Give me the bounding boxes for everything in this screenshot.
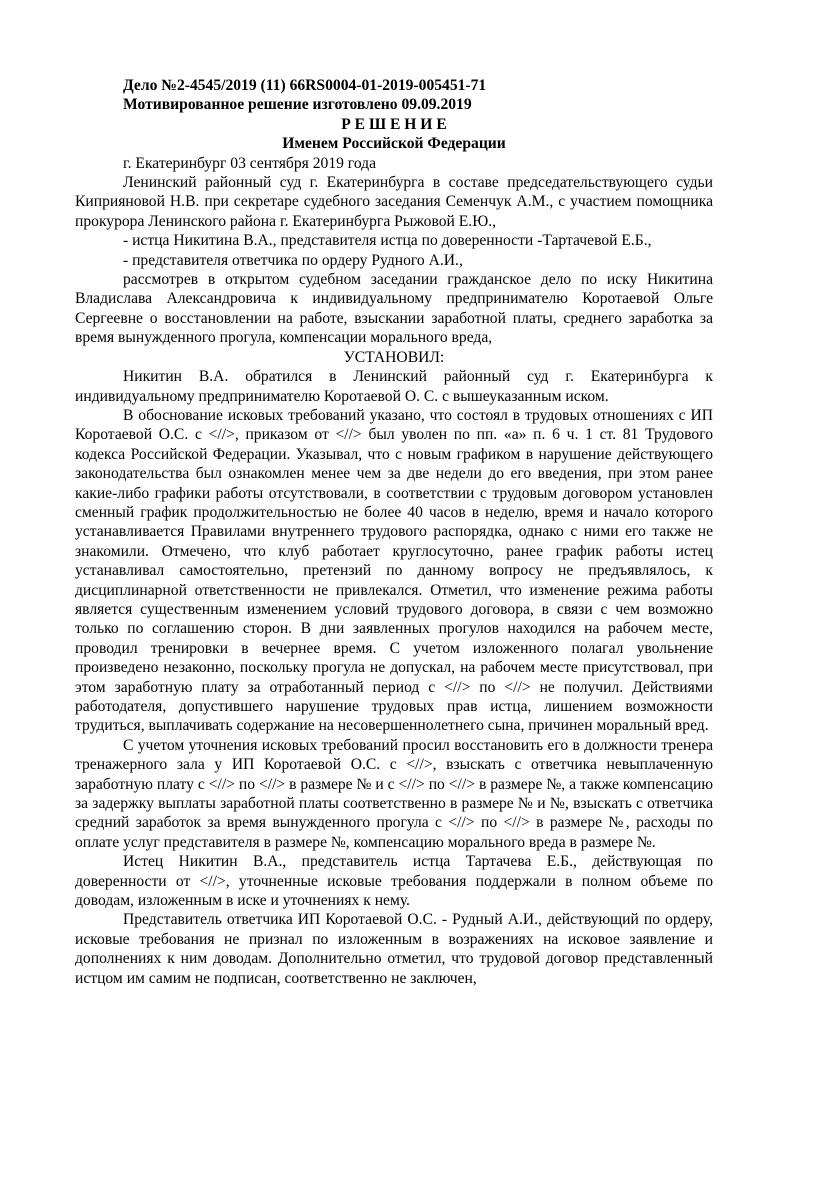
case-number: Дело №2-4545/2019 (11) 66RS0004-01-2019-005451-71 [123,77,487,94]
paragraph-plaintiff: - истца Никитина В.А., представителя истца по доверенности -Тартачевой Е.Б., [123,232,652,250]
motivated-decision-date: Мотивированное решение изготовлено 09.09.2019 [123,96,472,114]
document-body [75,76,713,988]
paragraph-clarified-claims: С учетом уточнения исковых требований просил восстановить его в должности тренера тренажерного зала у ИП Коротаевой О.С. с <//>, взыскать с ответчика невыплаченную заработную плату с <//> по <//> в размере № и с <//> по <//> в размере №, а также компенсацию за задержку выплаты заработной платы соответственно в размере № и №, взыскать с ответчика средний заработок за время вынужденного прогула с <//> по <//> в размере №, расходы по оплате услуг представителя в размере №, компенсацию морального вреда в размере №. [75,736,713,851]
paragraph-defendant-representative: - представителя ответчика по ордеру Рудного А.И., [123,251,463,269]
document-title: Р Е Ш Е Н И Е [341,115,447,133]
paragraph-defendant-position: Представитель ответчика ИП Коротаевой О.С. - Рудный А.И., действующий по ордеру, исковые требования не признал по изложенным в возражениях на исковое заявление и дополнениях к ним доводам. Дополнительно отметил, что трудовой договор представленный истцом им самим не подписан, соответственно не заключен, [75,911,713,987]
paragraph-case-description: рассмотрев в открытом судебном заседании гражданское дело по иску Никитина Владислава Александровича к индивидуальному предпринимателю Коротаевой Ольге Сергеевне о восстановлении на работе, взыскании заработной платы, среднего заработка за время вынужденного прогула, компенсации морального вреда, [75,271,713,347]
paragraph-claim-filed: Никитин В.А. обратился в Ленинский районный суд г. Екатеринбурга к индивидуальному предпринимателю Коротаевой О. С. с вышеуказанным иском. [75,368,713,405]
established-heading: УСТАНОВИЛ: [343,348,445,366]
document-subtitle: Именем Российской Федерации [282,135,506,153]
paragraph-claim-grounds: В обоснование исковых требований указано, что состоял в трудовых отношениях с ИП Коротаевой О.С. с <//>, приказом от <//> был уволен по пп. «а» п. 6 ч. 1 ст. 81 Трудового кодекса Российской Федерации. Указывал, что с новым графиком в нарушение действующего законодательства был ознакомлен менее чем за две недели до его введения, при этом ранее какие-либо графики работы отсутствовали, в соответствии с трудовым договором установлен сменный график продолжительностью не более 40 часов в неделю, время и начало которого устанавливается Правилами внутреннего трудового распорядка, однако с ними его также не знакомили. Отмечено, что клуб работает круглосуточно, ранее график работы истец устанавливал самостоятельно, претензий по данному вопросу не предъявлялось, к дисциплинарной ответственности не привлекался. Отметил, что изменение режима работы является существенным изменением условий трудового договора, в связи с чем возможно только по соглашению сторон. В дни заявленных прогулов находился на рабочем месте, проводил тренировки в вечернее время. С учетом изложенного полагал увольнение произведено незаконно, поскольку прогула не допускал, на рабочем месте присутствовал, при этом заработную плату за отработанный период с <//> по <//> не получил. Действиями работодателя, допустившего нарушение трудовых прав истца, лишением возможности трудиться, выплачивать содержание на несовершеннолетнего сына, причинен моральный вред. [75,406,713,735]
place-and-date: г. Екатеринбург 03 сентября 2019 года [123,154,377,172]
paragraph-plaintiff-position: Истец Никитин В.А., представитель истца Тартачева Е.Б., действующая по доверенности от <//>, уточненные исковые требования поддержали в полном объеме по доводам, изложенным в иске и уточнениях к нему. [75,853,713,910]
paragraph-court-composition: Ленинский районный суд г. Екатеринбурга в составе председательствующего судьи Киприяновой Н.В. при секретаре судебного заседания Семенчук А.М., с участием помощника прокурора Ленинского района г. Екатеринбурга Рыжовой Е.Ю., [75,174,713,230]
